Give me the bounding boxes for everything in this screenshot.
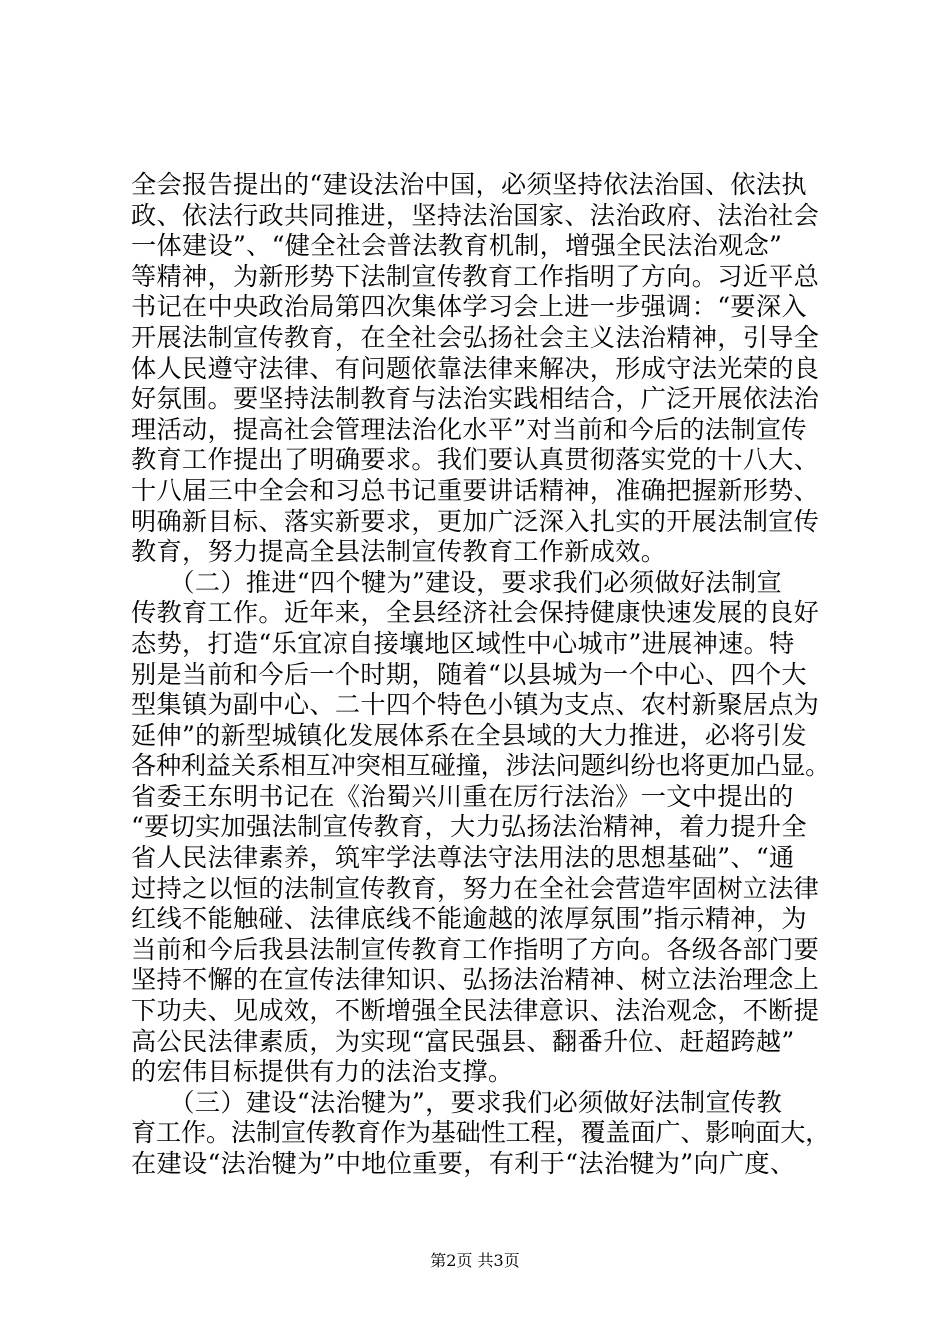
text-line: 全会报告提出的“建设法治中国，必须坚持依法治国、依法执 — [131, 170, 807, 199]
text-line: （三）建设“法治犍为”，要求我们必须做好法制宣传教 — [131, 1087, 782, 1117]
text-line: 的宏伟目标提供有力的法治支撑。 — [131, 1057, 514, 1087]
text-line: 开展法制宣传教育，在全社会弘扬社会主义法治精神，引导全 — [131, 322, 820, 352]
text-line: 坚持不懈的在宣传法律知识、弘扬法治精神、树立法治理念上 — [131, 965, 820, 995]
text-line: 别是当前和今后一个时期，随着“以县城为一个中心、四个大 — [131, 659, 807, 689]
text-line: 各种利益关系相互冲突相互碰撞，涉法问题纠纷也将更加凸显。 — [131, 751, 831, 781]
text-line: 过持之以恒的法制宣传教育，努力在全社会营造牢固树立法律 — [131, 873, 820, 903]
text-line: 好氛围。要坚持法制教育与法治实践相结合，广泛开展依法治 — [131, 384, 820, 414]
text-line: 传教育工作。近年来，全县经济社会保持健康快速发展的良好 — [131, 598, 820, 628]
text-line: 高公民法律素质，为实现“富民强县、翻番升位、赶超跨越” — [131, 1026, 795, 1056]
text-line: 一体建设”、“健全社会普法教育机制，增强全民法治观念” — [131, 231, 783, 261]
text-line: 教育工作提出了明确要求。我们要认真贯彻落实党的十八大、 — [131, 445, 820, 475]
text-line: 等精神，为新形势下法制宣传教育工作指明了方向。习近平总 — [131, 261, 820, 291]
text-line: 教育，努力提高全县法制宣传教育工作新成效。 — [131, 537, 667, 567]
text-line: 政、依法行政共同推进，坚持法治国家、法治政府、法治社会 — [131, 200, 820, 230]
text-line: “要切实加强法制宣传教育，大力弘扬法治精神，着力提升全 — [131, 812, 807, 842]
document-body — [131, 170, 831, 1180]
page-footer: 第2页 共3页 — [430, 1251, 520, 1270]
text-line: 省委王东明书记在《治蜀兴川重在厉行法治》一文中提出的 — [131, 781, 794, 811]
text-line: （二）推进“四个犍为”建设，要求我们必须做好法制宣 — [131, 567, 782, 597]
text-line: 延伸”的新型城镇化发展体系在全县域的大力推进，必将引发 — [131, 720, 807, 750]
text-line: 红线不能触碰、法律底线不能逾越的浓厚氛围”指示精神，为 — [131, 904, 807, 934]
text-line: 育工作。法制宣传教育作为基础性工程，覆盖面广、影响面大， — [131, 1118, 831, 1148]
text-line: 明确新目标、落实新要求，更加广泛深入扎实的开展法制宣传 — [131, 506, 820, 536]
text-line: 十八届三中全会和习总书记重要讲话精神，准确把握新形势、 — [131, 475, 820, 505]
text-line: 体人民遵守法律、有问题依靠法律来解决，形成守法光荣的良 — [131, 353, 820, 383]
text-line: 当前和今后我县法制宣传教育工作指明了方向。各级各部门要 — [131, 934, 820, 964]
text-line: 理活动，提高社会管理法治化水平”对当前和今后的法制宣传 — [131, 414, 807, 444]
text-line: 下功夫、见成效，不断增强全民法律意识、法治观念，不断提 — [131, 996, 820, 1026]
text-line: 型集镇为副中心、二十四个特色小镇为支点、农村新聚居点为 — [131, 690, 820, 720]
text-line: 在建设“法治犍为”中地位重要，有利于“法治犍为”向广度、 — [131, 1149, 796, 1178]
text-line: 省人民法律素养，筑牢学法尊法守法用法的思想基础”、“通 — [131, 843, 795, 873]
text-line: 态势，打造“乐宜凉自接壤地区域性中心城市”进展神速。特 — [131, 628, 795, 658]
text-line: 书记在中央政治局第四次集体学习会上进一步强调：“要深入 — [131, 292, 807, 322]
